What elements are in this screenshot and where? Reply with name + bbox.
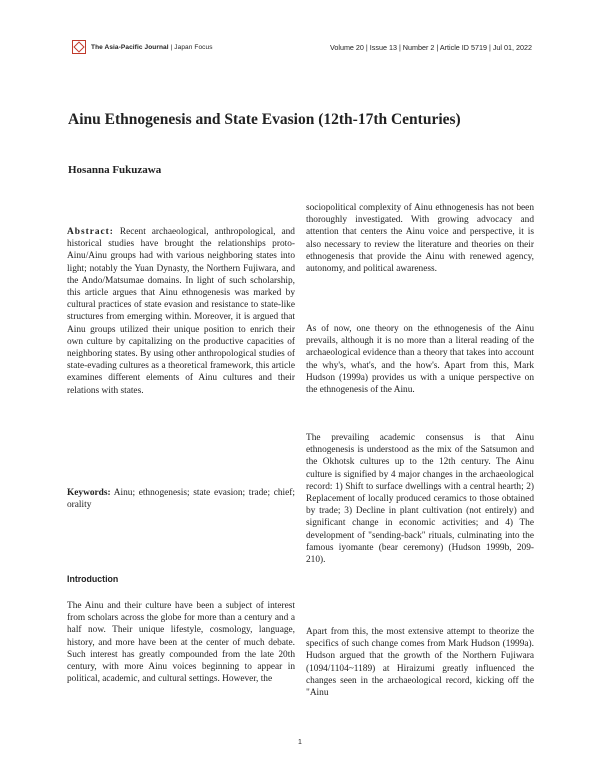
abstract-text: Recent archaeological, anthropological, and historical studies have brought the relationships proto-Ainu/Ainu groups had with various neighboring states into light; notably the Yuan Dynasty, the Northern Fujiwara, and the Ando/Matsumae domains. In light of such scholarship, this article argues that Ainu ethnogenesis was marked by cultural practices of state evasion and resistance to state-like structures from emerging within. Moreover, it is argued that Ainu groups utilized their unique position to enrich their own culture by capitalizing on the productive capacities of neighboring states. By using other anthropological studies of state-evading cultures as a theoretical framework, this article examines different elements of Ainu cultures and their relations with states. [67,227,295,396]
page-number: 1 [298,739,302,746]
abstract [67,226,295,397]
paragraph-4: Apart from this, the most extensive attempt to theorize the specifics of such change comes from Mark Hudson (1999a). Hudson argued that the growth of the Northern Fujiwara (1094/1104~1189) at Hiraizumi greatly influenced the changes seen in the archaeological record, kicking off the "Ainu [306,627,534,699]
keywords-text: Ainu; ethnogenesis; state evasion; trade; chief; orality [67,488,295,511]
paragraph-1: sociopolitical complexity of Ainu ethnogenesis has not been thoroughly investigated. With growing advocacy and attention that centers the Ainu voice and perspective, it is also necessary to review the literature and theories on their ethnogenesis that provide the Ainu with renewed agency, autonomy, and political awareness. [306,203,534,275]
paragraph-3: The prevailing academic consensus is that Ainu ethnogenesis is understood as the mix of the Satsumon and the Okhotsk cultures up to the 12th century. The Ainu culture is signified by 4 major changes in the archaeological record: 1) Shift to surface dwellings with a central hearth; 2) Replacement of locally produced ceramics to those obtained by trade; 3) Decline in plant cultivation (not entirely) and significant change in economic activities; and 4) The development of "sending-back" rituals, culminating into the famous iyomante (bear ceremony) (Hudson 1999b, 209-210). [306,433,534,566]
keywords-label: Keywords: [67,488,111,498]
journal-branding [72,40,213,54]
author-name: Hosanna Fukuzawa [68,164,162,176]
abstract-label: Abstract: [67,227,114,237]
issue-info: Volume 20 | Issue 13 | Number 2 | Article ID 5719 | Jul 01, 2022 [329,43,532,52]
introduction-text: The Ainu and their culture have been a subject of interest from scholars across the globe for more than a century and a half now. Their unique lifestyle, cosmology, language, history, and more have been at the center of much debate. Such interest has greatly compounded from the late 20th century, with more Ainu voices beginning to appear in political, academic, and cultural settings. However, the [67,601,295,685]
journal-name: The Asia-Pacific Journal | Japan Focus [91,43,213,51]
article-title: Ainu Ethnogenesis and State Evasion (12th-17th Centuries) [68,111,461,128]
introduction-heading: Introduction [67,574,119,584]
keywords [67,487,295,511]
paragraph-2: As of now, one theory on the ethnogenesis of the Ainu prevails, although it is no more than a literal reading of the archaeological evidence than a theory that takes into account the why's, what's, and the how's. Apart from this, Mark Hudson (1999a) provides us with a unique perspective on the ethnogenesis of the Ainu. [306,324,534,396]
journal-logo-icon [72,40,86,54]
